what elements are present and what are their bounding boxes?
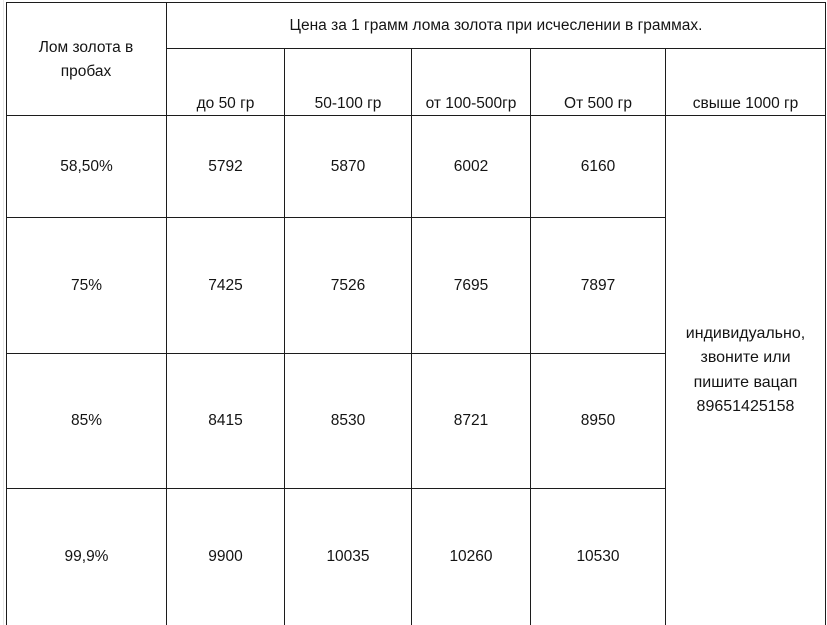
gridline xyxy=(3,0,4,625)
price-cell xyxy=(285,354,411,488)
price-cell xyxy=(412,354,530,488)
purity-value: 85% xyxy=(70,412,103,429)
price-value: 10530 xyxy=(576,548,620,565)
purity-cell xyxy=(7,116,166,217)
column-header xyxy=(167,92,284,116)
price-cell xyxy=(167,218,284,353)
price-cell xyxy=(531,489,665,625)
individual-price-note xyxy=(666,116,825,625)
column-header-text: от 100-500гр xyxy=(425,95,517,112)
purity-value: 75% xyxy=(70,276,103,294)
price-value: 7897 xyxy=(580,276,616,294)
price-cell xyxy=(412,218,530,353)
row-header-text: Лом золота в пробах xyxy=(38,39,134,80)
price-cell xyxy=(167,354,284,488)
price-value: 8950 xyxy=(580,412,616,429)
price-group-header xyxy=(167,3,825,48)
purity-value: 58,50% xyxy=(60,157,113,175)
price-cell xyxy=(285,218,411,353)
note-line: индивидуально, xyxy=(685,324,806,342)
price-cell xyxy=(285,489,411,625)
price-value: 7695 xyxy=(453,276,489,294)
price-value: 8530 xyxy=(330,412,366,429)
table-border xyxy=(166,48,825,49)
phone-number: 89651425158 xyxy=(696,398,795,415)
column-header xyxy=(666,92,825,116)
price-value: 7425 xyxy=(208,276,243,294)
purity-cell xyxy=(7,354,166,488)
column-header-text: 50-100 гр xyxy=(314,95,382,112)
column-header-text: От 500 гр xyxy=(564,95,632,112)
price-value: 8721 xyxy=(453,412,489,429)
price-cell xyxy=(531,354,665,488)
note-line: звоните или xyxy=(700,349,791,366)
price-cell xyxy=(531,116,665,217)
price-value: 5870 xyxy=(330,157,366,175)
column-header-text: свыше 1000 гр xyxy=(692,95,799,112)
price-value: 7526 xyxy=(330,276,366,294)
price-group-header-text: Цена за 1 грамм лома золота при исчеслении в граммах. xyxy=(289,16,703,34)
price-value: 10035 xyxy=(326,548,370,565)
price-cell xyxy=(167,489,284,625)
column-header xyxy=(285,92,411,116)
column-header xyxy=(531,92,665,116)
price-value: 6160 xyxy=(580,157,616,175)
purity-value: 99,9% xyxy=(64,548,109,565)
price-cell xyxy=(167,116,284,217)
price-value: 5792 xyxy=(208,157,243,175)
row-header-label xyxy=(16,36,156,96)
price-value: 9900 xyxy=(208,548,243,565)
column-header xyxy=(412,92,530,116)
purity-cell xyxy=(7,218,166,353)
price-cell xyxy=(531,218,665,353)
price-cell xyxy=(285,116,411,217)
note-line: пишите вацап xyxy=(693,373,798,391)
price-cell xyxy=(412,116,530,217)
price-cell xyxy=(412,489,530,625)
table-border xyxy=(825,2,826,625)
column-header-text: до 50 гр xyxy=(196,95,255,112)
price-value: 10260 xyxy=(449,548,493,565)
price-value: 8415 xyxy=(208,412,243,429)
purity-cell xyxy=(7,489,166,625)
price-value: 6002 xyxy=(453,157,489,175)
